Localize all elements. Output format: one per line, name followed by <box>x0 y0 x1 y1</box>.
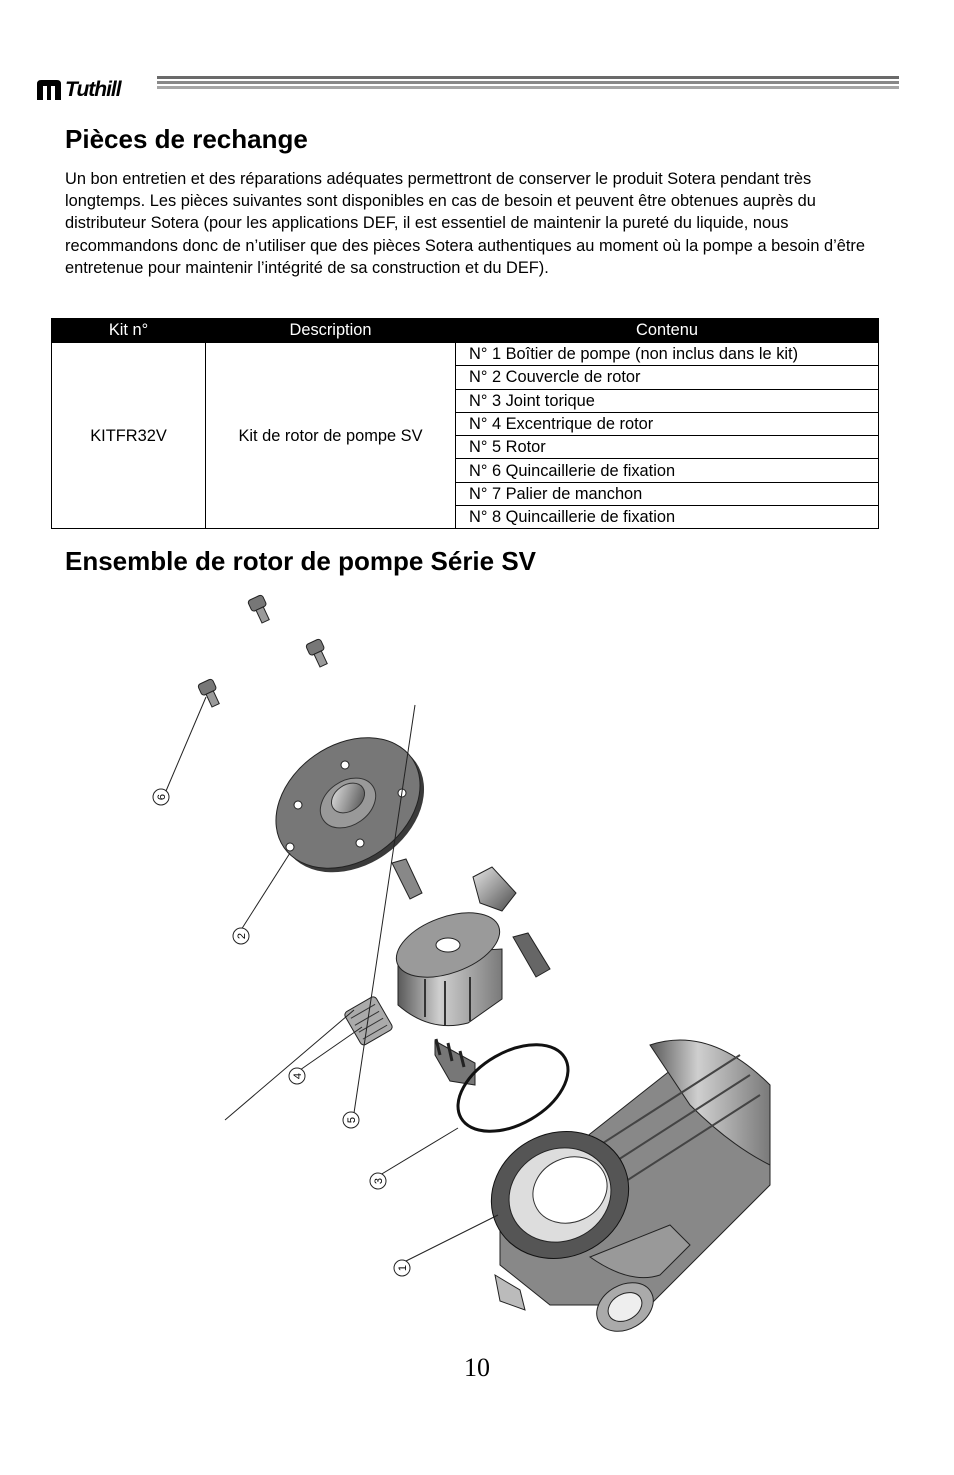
kit-number-cell: KITFR32V <box>52 343 206 529</box>
rotor-cover-part <box>251 711 449 899</box>
callout-label: 4 <box>292 1072 304 1080</box>
header-rule <box>157 76 899 91</box>
callout-6 <box>153 789 169 805</box>
kit-description-cell: Kit de rotor de pompe SV <box>206 343 456 529</box>
section-title-rotor-assembly: Ensemble de rotor de pompe Série SV <box>65 546 537 576</box>
callout-2 <box>233 928 249 944</box>
content-cell: N° 1 Boîtier de pompe (non inclus dans le kit) <box>456 343 879 366</box>
intro-paragraph: Un bon entretien et des réparations adéquates permettront de conserver le produit Sotera pendant très longtemps. Les pièces suivantes sont disponibles en cas de besoin et peuvent être obtenues auprès du distributeur Sotera (pour les applications DEF, il est essentiel de maintenir la pureté du liquide, nous recommandons donc de n’utiliser que des pièces Sotera authentiques au moment où la pompe a besoin d’être entretenue pour maintenir l’intégrité de sa construction et du DEF). <box>65 170 865 277</box>
callout-5 <box>343 1112 359 1128</box>
content-cell: N° 8 Quincaillerie de fixation <box>456 506 879 529</box>
screw-part <box>305 638 330 668</box>
brand-logo <box>35 78 121 102</box>
content-cell: N° 2 Couvercle de rotor <box>456 366 879 389</box>
content-cell: N° 3 Joint torique <box>456 389 879 412</box>
callout-label: 5 <box>346 1116 358 1124</box>
page-header <box>35 74 901 104</box>
column-header-description: Description <box>206 319 456 343</box>
section-title-spare-parts: Pièces de rechange <box>65 124 308 154</box>
tuthill-logo-icon <box>35 78 63 102</box>
pump-housing-part <box>470 1040 770 1340</box>
table-header-row <box>52 319 879 343</box>
content-cell: N° 7 Palier de manchon <box>456 482 879 505</box>
column-header-kit: Kit n° <box>52 319 206 343</box>
screw-part <box>197 678 222 708</box>
content-cell: N° 5 Rotor <box>456 436 879 459</box>
column-header-contents: Contenu <box>456 319 879 343</box>
page-number: 10 <box>464 1353 490 1382</box>
content-cell: N° 6 Quincaillerie de fixation <box>456 459 879 482</box>
logo-wordmark: Tuthill <box>65 78 121 101</box>
parts-kit-table <box>51 318 879 529</box>
callout-label: 6 <box>156 793 168 801</box>
callout-1 <box>394 1260 410 1276</box>
table-row <box>52 343 879 366</box>
rotor-eccentric-part <box>343 995 393 1046</box>
callout-4 <box>289 1068 305 1084</box>
rotor-part <box>388 900 509 1025</box>
callout-label: 2 <box>236 932 248 940</box>
content-cell: N° 4 Excentrique de rotor <box>456 412 879 435</box>
exploded-view-diagram <box>130 585 780 1340</box>
callout-3 <box>370 1173 386 1189</box>
callout-label: 3 <box>373 1177 385 1185</box>
callout-label: 1 <box>397 1264 409 1272</box>
o-ring-part <box>443 1027 583 1149</box>
screw-part <box>247 594 272 624</box>
